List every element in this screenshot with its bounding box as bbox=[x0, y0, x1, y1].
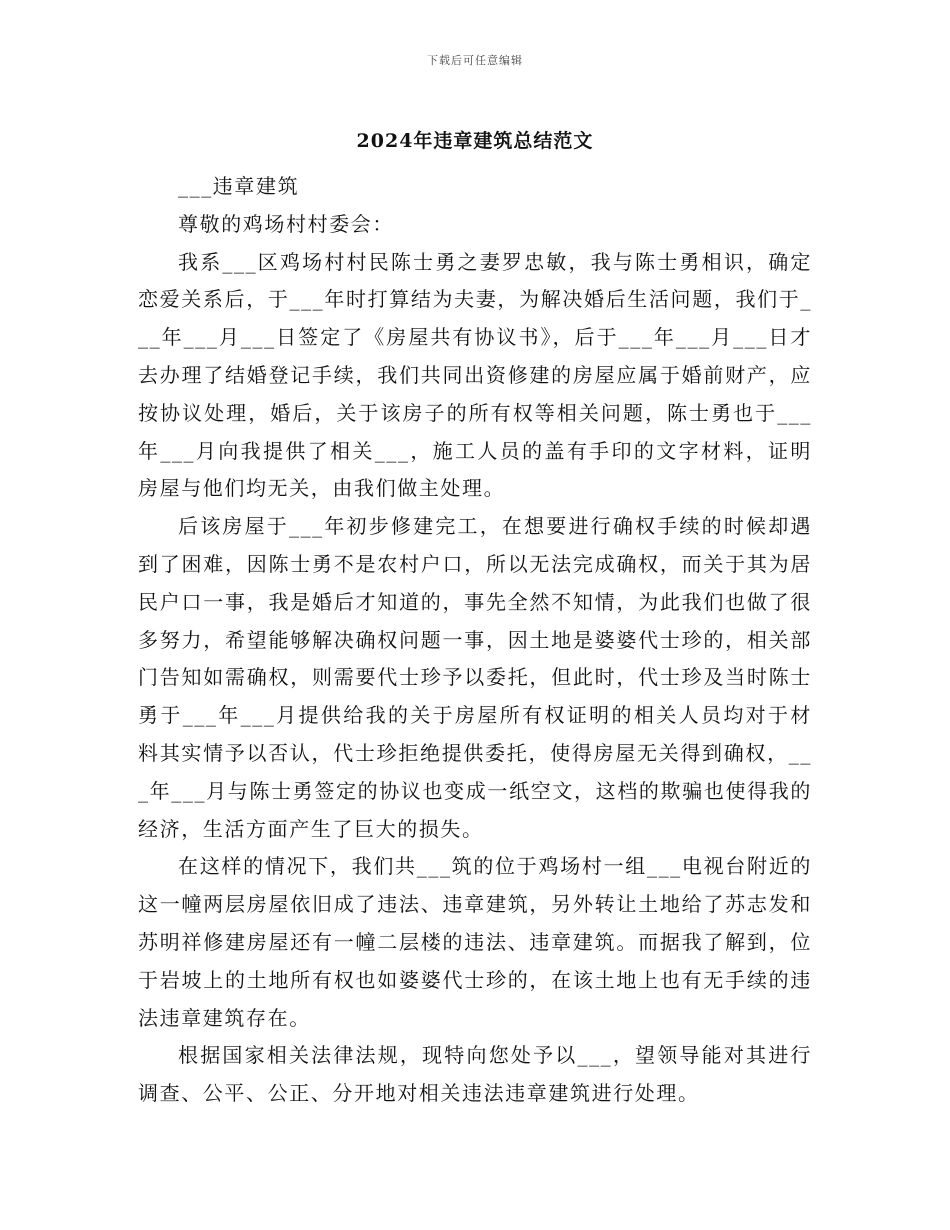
body-paragraph: 后该房屋于___年初步修建完工，在想要进行确权手续的时候却遇到了困难，因陈士勇不是农村户口，所以无法完成确权，而关于其为居民户口一事，我是婚后才知道的，事先全然不知情，为此我们也做了很多努力，希望能够解决确权问题一事，因土地是婆婆代士珍的，相关部门告知如需确权，则需要代士珍予以委托，但此时，代士珍及当时陈士勇于___年___月提供给我的关于房屋所有权证明的相关人员均对于材料其实情予以否认，代士珍拒绝提供委托，使得房屋无关得到确权，___年___月与陈士勇签定的协议也变成一纸空文，这档的欺骗也使得我的经济，生活方面产生了巨大的损失。 bbox=[138, 514, 812, 841]
page-header: 下载后可任意编辑 bbox=[427, 54, 523, 67]
body-paragraph: 我系___区鸡场村村民陈士勇之妻罗忠敏，我与陈士勇相识，确定恋爱关系后，于___年时打算结为夫妻，为解决婚后生活问题，我们于___年___月___日签定了《房屋共有协议书》，后于___年___月___日才去办理了结婚登记手续，我们共同出资修建的房屋应属于婚前财产，应按协议处理，婚后，关于该房子的所有权等相关问题，陈士勇也于___年___月向我提供了相关___，施工人员的盖有手印的文字材料，证明房屋与他们均无关，由我们做主处理。 bbox=[138, 249, 812, 501]
document-body bbox=[138, 168, 812, 1113]
closing-paragraph: 根据国家相关法律法规，现特向您处予以___，望领导能对其进行调查、公平、公正、分开地对相关违法违章建筑进行处理。 bbox=[138, 1043, 812, 1106]
document-title: 2024年违章建筑总结范文 bbox=[356, 130, 594, 152]
body-paragraph: 在这样的情况下，我们共___筑的位于鸡场村一组___电视台附近的这一幢两层房屋依旧成了违法、违章建筑，另外转让土地给了苏志发和苏明祥修建房屋还有一幢二层楼的违法、违章建筑。而据我了解到，位于岩坡上的土地所有权也如婆婆代士珍的，在该土地上也有无手续的违法违章建筑存在。 bbox=[138, 854, 812, 1030]
subject-line: ___违章建筑 bbox=[178, 174, 300, 198]
salutation: 尊敬的鸡场村村委会： bbox=[178, 211, 394, 236]
